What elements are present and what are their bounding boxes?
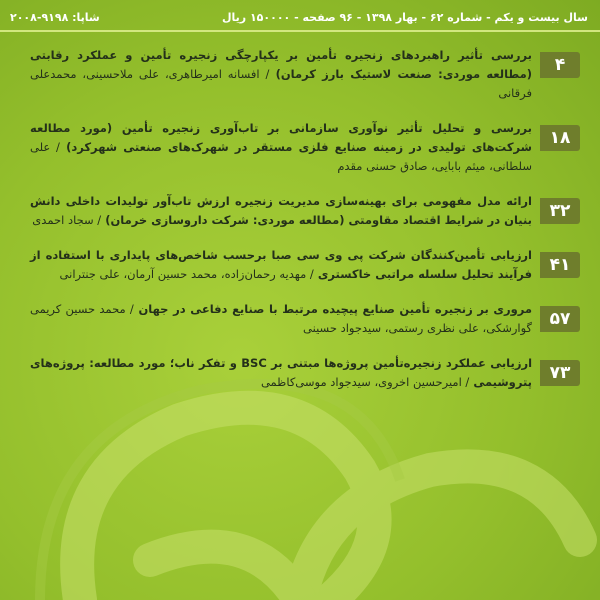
toc-entry — [30, 246, 580, 284]
toc-entry-text — [30, 246, 540, 284]
article-authors: / مهدیه رحمان‌زاده، محمد حسین آرمان، علی جنترانی — [59, 267, 314, 281]
page-number-badge: ۵۷ — [540, 306, 580, 332]
page-number-badge: ۴ — [540, 52, 580, 78]
page-number-badge: ۱۸ — [540, 125, 580, 151]
article-authors: / امیرحسین اخروی، سیدجواد موسی‌کاظمی — [260, 375, 470, 389]
header-divider — [0, 30, 600, 32]
toc-entry — [30, 300, 580, 338]
article-authors: / محمد حسین کریمی گوارشکی، علی نظری رستمی، سیدجواد حسینی — [30, 302, 532, 335]
issue-header — [10, 6, 588, 28]
volume-info: سال بیست و یکم - شماره ۶۲ - بهار ۱۳۹۸ - ۹۶ صفحه - ۱۵۰۰۰۰ ریال — [222, 10, 588, 24]
article-authors: / افسانه امیرطاهری، علی ملاحسینی، محمدعلی فرقانی — [30, 67, 532, 100]
article-title: ارزیابی عملکرد زنجیره‌تأمین پروژه‌ها مبتنی بر BSC و تفکر ناب؛ مورد مطالعه: پروژه‌های پتروشیمی — [30, 356, 533, 389]
article-authors: / سجاد احمدی — [32, 213, 102, 227]
article-title: مروری بر زنجیره تأمین صنایع پیچیده مرتبط با صنایع دفاعی در جهان — [138, 302, 532, 316]
article-title: بررسی و تحلیل تأثیر نوآوری سازمانی بر تاب‌آوری زنجیره تأمین (مورد مطالعه شرکت‌های تولیدی در زمینه صنایع فلزی مستقر در شهرک‌های صنعتی شهرکرد) — [30, 121, 532, 154]
toc-entry-text — [30, 354, 540, 392]
toc-entry — [30, 192, 580, 230]
toc-entry — [30, 46, 580, 103]
toc-entry — [30, 119, 580, 176]
page-number-badge: ۴۱ — [540, 252, 580, 278]
article-authors: / علی سلطانی، میثم بابایی، صادق حسنی مقدم — [30, 140, 532, 173]
toc-entry-text — [30, 192, 540, 230]
article-title: ارائه مدل مفهومی برای بهینه‌سازی مدیریت زنجیره ارزش تاب‌آور تولیدات داخلی دانش بنیان در شرایط اقتصاد مقاومتی (مطالعه موردی: شرکت داروسازی خرمان) — [30, 194, 532, 227]
page-number-badge: ۷۳ — [540, 360, 580, 386]
table-of-contents — [30, 46, 580, 408]
toc-entry-text — [30, 46, 540, 103]
issn-label: شاپا: ۹۱۹۸-۲۰۰۸ — [10, 10, 100, 24]
article-title: بررسی تأثیر راهبردهای زنجیره تأمین بر یکپارچگی زنجیره تأمین و عملکرد رقابتی (مطالعه موردی: صنعت لاستیک بارز کرمان) — [30, 48, 532, 81]
toc-entry-text — [30, 119, 540, 176]
toc-entry-text — [30, 300, 540, 338]
toc-entry — [30, 354, 580, 392]
article-title: ارزیابی تأمین‌کنندگان شرکت پی وی سی صبا برحسب شاخص‌های پایداری با استفاده از فرآیند تحلیل سلسله مراتبی خاکستری — [30, 248, 532, 281]
page-number-badge: ۳۲ — [540, 198, 580, 224]
